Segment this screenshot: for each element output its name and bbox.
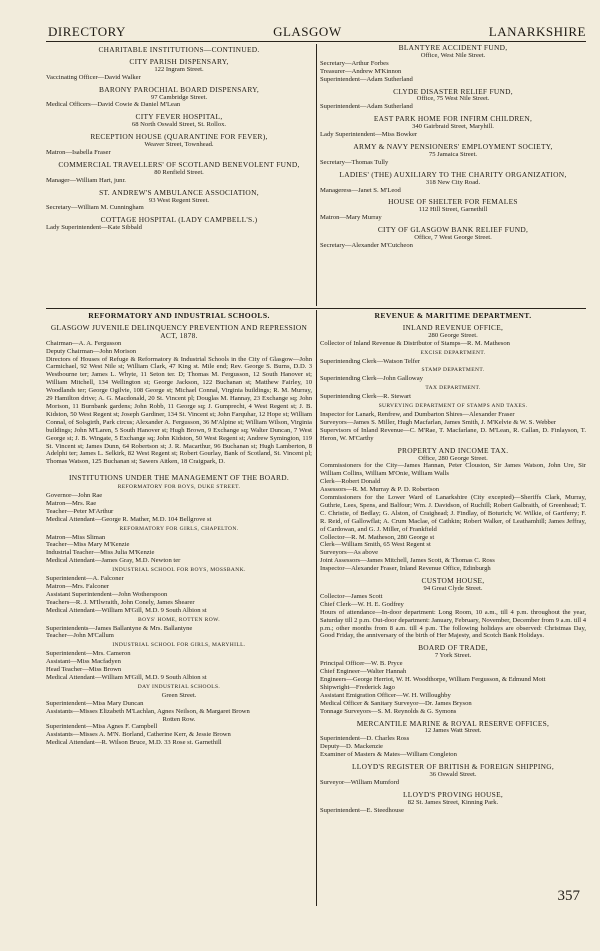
entry-text: Assistant Superintendent—John Wotherspoon: [46, 590, 168, 598]
entry-text: Deputy—D. Mackenzie: [320, 743, 383, 751]
column-top-right: [320, 44, 586, 306]
entry-text: Green Street.: [161, 691, 197, 699]
entry-text: Office, 7 West George Street.: [414, 234, 492, 242]
entry-text: Teachers—R. J. M'Ilwraith, John Conely, James Shearer: [46, 598, 195, 606]
section-heading: MERCANTILE MARINE & ROYAL RESERVE OFFICES,: [356, 718, 550, 728]
section-heading: RECEPTION HOUSE (QUARANTINE FOR FEVER),: [90, 132, 268, 142]
entry-text: Principal Officer—W. B. Pryce: [320, 660, 403, 668]
section-heading: COTTAGE HOSPITAL (LADY CAMPBELL'S.): [100, 215, 258, 225]
entry-text: Medical Attendant—James Gray, M.D. Newton ter: [46, 557, 181, 565]
entry-text: Inspector—Alexander Fraser, Inland Revenue Office, Edinburgh: [320, 565, 491, 573]
section-heading: BOARD OF TRADE,: [418, 643, 488, 653]
entry-text: Teacher—Miss Mary M'Kenzie: [46, 541, 130, 549]
entry-text: Superintending Clerk—Watson Telfer: [320, 357, 420, 365]
entry-text: Secretary—Alexander M'Cutcheon: [320, 241, 413, 249]
section-heading: REFORMATORY AND INDUSTRIAL SCHOOLS.: [88, 312, 270, 320]
section-heading: CITY PARISH DISPENSARY,: [129, 56, 229, 66]
entry-text: 280 George Street.: [428, 331, 478, 339]
subheading: EXCISE DEPARTMENT.: [420, 349, 486, 356]
entry-text: Superintendent—D. Charles Ross: [320, 735, 410, 743]
entry-text: Assistant Emigration Officer—W. H. Willoughby: [320, 691, 451, 699]
section-heading: CHARITABLE INSTITUTIONS—CONTINUED.: [98, 46, 260, 54]
entry-text: Office, 75 West Nile Street.: [416, 95, 490, 103]
running-header: [48, 24, 586, 40]
entry-text: 112 Hill Street, Garnethill: [418, 206, 488, 214]
header-rule: [46, 41, 586, 42]
entry-text: Supervisors of Inland Revenue—C. M'Rae, T. Macfarlane, D. M'Lean, R. Callan, D. Finlayson, T. Heron, W. M'Carthy: [320, 426, 586, 442]
entry-text: Superintendent—A. Falconer: [46, 575, 124, 583]
entry-text: Industrial Teacher—Miss Julia M'Kenzie: [46, 549, 155, 557]
entry-text: Superintendents—James Ballantyne & Mrs. Ballantyne: [46, 624, 193, 632]
subheading: STAMP DEPARTMENT.: [421, 367, 485, 374]
section-heading: REVENUE & MARITIME DEPARTMENT.: [374, 312, 532, 320]
entry-text: Shipwright—Frederick Jago: [320, 683, 395, 691]
section-heading: ST. ANDREW'S AMBULANCE ASSOCIATION,: [99, 187, 259, 197]
entry-text: Commissioners for the Lower Ward of Lanarkshire (City excepted)—Sheriffs Clark, Murray, Guthrie, Lees, Spens, and Balfour; Wm. J. Davidson, of Ruchill; Robert Galbraith, of Greenhead; T. C. Christie, of Bedlay; G. Alston, of Craighead; J. Findlay, of Boturich; W. Wilkie, of Gartferry; F. R. Reid, of Gallowflat; A. Crum Maclae, of Cathkin; Robert Walker, of Leathamhill; James Jeffray, of Cardowan, and G. J. Miller, of Frankfield: [320, 494, 586, 533]
header-right: LANARKSHIRE: [488, 24, 586, 39]
entry-text: Engineers—George Herriot, W. H. Woodthorpe, William Fergusson, & Edmund Mott: [320, 675, 546, 683]
entry-text: 318 New City Road.: [425, 178, 481, 186]
entry-text: Weaver Street, Townhead.: [144, 141, 214, 149]
entry-text: Superintendent—Adam Sutherland: [320, 75, 413, 83]
entry-text: Surveyors—As above: [320, 549, 379, 557]
entry-text: Surveyor—William Mumford: [320, 778, 400, 786]
entry-text: Governor—John Rae: [46, 492, 103, 500]
entry-text: 80 Renfield Street.: [154, 168, 204, 176]
section-heading: BLANTYRE ACCIDENT FUND,: [398, 44, 508, 52]
section-heading: EAST PARK HOME FOR INFIRM CHILDREN,: [373, 114, 533, 124]
entry-text: Clerk—William Smith, 65 West Regent st: [320, 541, 431, 549]
entry-text: Treasurer—Andrew M'Kinnon: [320, 67, 402, 75]
entry-text: Matron—Mrs. Falconer: [46, 583, 109, 590]
entry-text: Superintendent—Miss Mary Duncan: [46, 699, 144, 707]
section-heading: LLOYD'S REGISTER OF BRITISH & FOREIGN SHIPPING,: [351, 762, 555, 772]
entry-text: Assistants—Misses A. M'N. Borland, Catherine Kerr, & Jessie Brown: [46, 731, 231, 739]
subheading: REFORMATORY FOR BOYS, DUKE STREET.: [117, 484, 241, 491]
section-heading: CITY FEVER HOSPITAL,: [135, 112, 223, 122]
entry-text: 97 Cambridge Street.: [150, 93, 208, 101]
entry-text: Vaccinating Officer—David Walker: [46, 73, 141, 81]
section-heading: COMMERCIAL TRAVELLERS' OF SCOTLAND BENEVOLENT FUND,: [58, 159, 300, 169]
entry-text: Head Teacher—Miss Brown: [46, 666, 122, 674]
entry-text: Medical Attendant—William M'Gill, M.D. 9 South Albion st: [46, 606, 207, 614]
entry-text: Inspector for Lanark, Renfrew, and Dumbarton Shires—Alexander Fraser: [320, 410, 515, 418]
section-heading: GLASGOW JUVENILE DELINQUENCY PREVENTION AND REPRESSION ACT, 1878.: [50, 322, 308, 340]
page-number: 357: [557, 888, 580, 904]
entry-text: Secretary—Arthur Forbes: [320, 59, 389, 67]
section-heading: CITY OF GLASGOW BANK RELIEF FUND,: [377, 225, 529, 235]
entry-text: Rotten Row.: [162, 715, 196, 723]
entry-text: Manageress—Janet S. M'Leod: [320, 186, 401, 194]
section-heading: PROPERTY AND INCOME TAX.: [397, 445, 509, 455]
entry-text: Deputy Chairman—John Morison: [46, 347, 137, 355]
entry-text: 12 James Watt Street.: [424, 727, 482, 735]
entry-text: 75 Jamaica Street.: [428, 150, 478, 158]
entry-text: Secretary—William M. Cunningham: [46, 204, 144, 212]
entry-text: Chairman—A. A. Fergusson: [46, 339, 122, 347]
header-center: GLASGOW: [273, 24, 342, 39]
subheading: SURVEYING DEPARTMENT OF STAMPS AND TAXES.: [378, 403, 528, 410]
column-bottom-left: [46, 312, 312, 906]
entry-text: Office, West Nile Street.: [420, 51, 486, 59]
entry-text: Teacher—John M'Callum: [46, 632, 114, 640]
entry-text: Medical Officers—David Cowie & Daniel M'Lean: [46, 101, 181, 109]
entry-text: Lady Superintendent—Kate Sibbald: [46, 224, 142, 232]
entry-text: Superintendent—Miss Agnes F. Campbell: [46, 723, 158, 731]
column-top-left: [46, 46, 312, 304]
entry-text: 93 West Regent Street.: [148, 196, 210, 204]
entry-text: Collector—James Scott: [320, 592, 383, 600]
subheading: REFORMATORY FOR GIRLS, CHAPELTON.: [119, 525, 239, 532]
entry-text: Directors of Houses of Refuge & Reformatory & Industrial Schools in the City of Glasgow—John Carmichael, 92 West Nile st; William Clark, 47 King st. Mile end; Rev. George S. Burns, D.D. 3 Westbourne ter; James L. Whyte, 11 Seton ter. D; Thomas M. Fergusson, 12 South Hanover st; William Mitchell, 134 Wellington st; George Jackson, 122 Buchanan st; Matthew Fairley, 10 Woodlands ter; George Ogilvie, 108 George st; Michael Connal, Virginia buildings; R. M. Murray, 29 Hamilton drive; A. G. Macdonald, 20 St. Vincent pl; Douglas M. Hannay, 23 Exchange sq; John Morison, 11 Burnbank gardens; John Robb, 11 George sq; J. Gumprecht, 4 West Regent st; J. B. Kidston, 50 West Regent st; Joseph Gardiner, 134 St. Vincent st; John Farquhar, 12 Hope st; William Connal, of Solsgirth, Park circus; Alexander A. Fergusson, 36 M'Alpine st; William Wilson, Virginia buildings; John M'Laren, 5 South Hanover st; Hugh Brown, 9 Exchange sq; Walter Duncan, 7 West George st; J. B. Wingate, 5 Exchange sq; John Kidston, 50 West Regent st; Andrew Symington, 119 St. Vincent st; James Dunn, 64 Robertson st; J. R. Macarthur, 96 Buchanan st; Hugh Lamberton, 8 Adelphi ter; James L. Selkirk, 82 West Regent st; Robert Gourlay, Bank of Scotland, St. Vincent pl; Thomas Watson, 125 Buchanan st; Sawers Aitken, 18 Craigpark, D.: [46, 355, 312, 466]
entry-text: Secretary—Thomas Tully: [320, 158, 389, 166]
subheading: INDUSTRIAL SCHOOL FOR BOYS, MOSSBANK.: [112, 567, 246, 574]
entry-text: Examiner of Masters & Mates—William Congleton: [320, 751, 457, 759]
entry-text: Assessors—R. M. Murray & P. D. Robertson: [320, 486, 440, 494]
entry-text: Matron—Mrs. Rae: [46, 499, 97, 507]
entry-text: 68 North Oswald Street, St. Rollox.: [131, 121, 227, 129]
section-heading: INSTITUTIONS UNDER THE MANAGEMENT OF THE BOARD.: [68, 473, 289, 483]
entry-text: 82 St. James Street, Kinning Park.: [407, 798, 499, 806]
entry-text: Manager—William Hart, junr.: [46, 176, 126, 184]
subheading: BOYS' HOME, ROTTEN ROW.: [138, 616, 220, 623]
section-rule: [46, 308, 586, 309]
header-left: DIRECTORY: [48, 24, 126, 39]
entry-text: Assistants—Misses Elizabeth M'Lachlan, Agnes Neilson, & Margaret Brown: [46, 707, 250, 715]
entry-text: Matron—Miss Sliman: [46, 533, 106, 541]
entry-text: 7 York Street.: [434, 652, 472, 660]
entry-text: Matron—Isabella Fraser: [46, 148, 111, 156]
entry-text: Medical Officer & Sanitary Surveyor—Dr. James Bryson: [320, 699, 472, 707]
entry-text: Superintendent—Adam Sutherland: [320, 103, 413, 111]
column-divider-bottom: [316, 310, 317, 906]
entry-text: Superintending Clerk—R. Stewart: [320, 393, 412, 401]
section-heading: LADIES' (THE) AUXILIARY TO THE CHARITY ORGANIZATION,: [339, 169, 567, 179]
entry-text: Tonnage Surveyors—S. M. Reynolds & G. Symons: [320, 707, 457, 715]
entry-text: Clerk—Robert Donald: [320, 478, 381, 486]
section-heading: HOUSE OF SHELTER FOR FEMALES: [388, 197, 518, 207]
entry-text: Hours of attendance—In-door department: Long Room, 10 a.m., till 4 p.m. throughout the year, Saturday till 2 p.m. Out-door department: January, February, November, December from 9 a.m. till 4 p.m.; other months from 8 a.m. till 4 p.m. The following holidays are observed: Christmas Day, Good Friday, the anniversary of the birth of Her Majesty, and Scotch Bank Holidays.: [320, 608, 586, 640]
entry-text: Surveyors—James S. Miller, Hugh Macfarlan, James Smith, J. M'Kelvie & W. S. Webber: [320, 418, 556, 426]
section-heading: LLOYD'S PROVING HOUSE,: [402, 789, 504, 799]
subheading: TAX DEPARTMENT.: [425, 385, 481, 392]
entry-text: Medical Attendant—George R. Mather, M.D. 104 Bellgrove st: [46, 515, 212, 523]
entry-text: Superintendent—E. Steedhouse: [320, 806, 404, 814]
entry-text: Matron—Mary Murray: [320, 214, 382, 222]
entry-text: Teacher—Peter M'Arthur: [46, 507, 114, 515]
section-heading: INLAND REVENUE OFFICE,: [402, 322, 504, 332]
entry-text: [46, 466, 312, 470]
entry-text: Collector—R. M. Matheson, 280 George st: [320, 533, 435, 541]
subheading: INDUSTRIAL SCHOOL FOR GIRLS, MARYHILL.: [112, 642, 246, 649]
entry-text: Commissioners for the City—James Hannan, Peter Clouston, Sir James Watson, John Ure, Sir William Collins, William M'Onie, William Walls: [320, 462, 586, 478]
entry-text: Office, 280 George Street.: [418, 454, 488, 462]
entry-text: Assistant—Miss Macfadyen: [46, 658, 121, 666]
entry-text: 340 Gairbraid Street, Maryhill.: [412, 123, 494, 131]
section-heading: CLYDE DISASTER RELIEF FUND,: [393, 86, 513, 96]
entry-text: Medical Attendant—R. Wilson Bruce, M.D. 33 Rose st. Garnethill: [46, 739, 222, 747]
column-bottom-right: [320, 312, 586, 906]
subheading: DAY INDUSTRIAL SCHOOLS.: [137, 683, 221, 690]
column-divider-top: [316, 44, 317, 306]
entry-text: Collector of Inland Revenue & Distributor of Stamps—R. M. Matheson: [320, 339, 510, 347]
section-heading: BARONY PAROCHIAL BOARD DISPENSARY,: [99, 84, 259, 94]
section-heading: CUSTOM HOUSE,: [421, 576, 485, 586]
entry-text: 122 Ingram Street.: [154, 65, 204, 73]
entry-text: 94 Great Clyde Street.: [423, 585, 483, 592]
section-heading: ARMY & NAVY PENSIONERS' EMPLOYMENT SOCIETY,: [353, 141, 553, 151]
entry-text: Superintendent—Mrs. Cameron: [46, 650, 131, 658]
entry-text: Lady Superintendent—Miss Bowker: [320, 131, 418, 139]
entry-text: Chief Clerk—W. H. E. Godfrey: [320, 600, 404, 608]
entry-text: Superintending Clerk—John Galloway: [320, 375, 423, 383]
entry-text: Joint Assessors—James Mitchell, James Scott, & Thomas C. Ross: [320, 557, 495, 565]
entry-text: 36 Oswald Street.: [429, 770, 477, 778]
entry-text: Medical Attendant—William M'Gill, M.D. 9 South Albion st: [46, 673, 207, 681]
entry-text: Chief Engineer—Walter Hannah: [320, 668, 407, 676]
